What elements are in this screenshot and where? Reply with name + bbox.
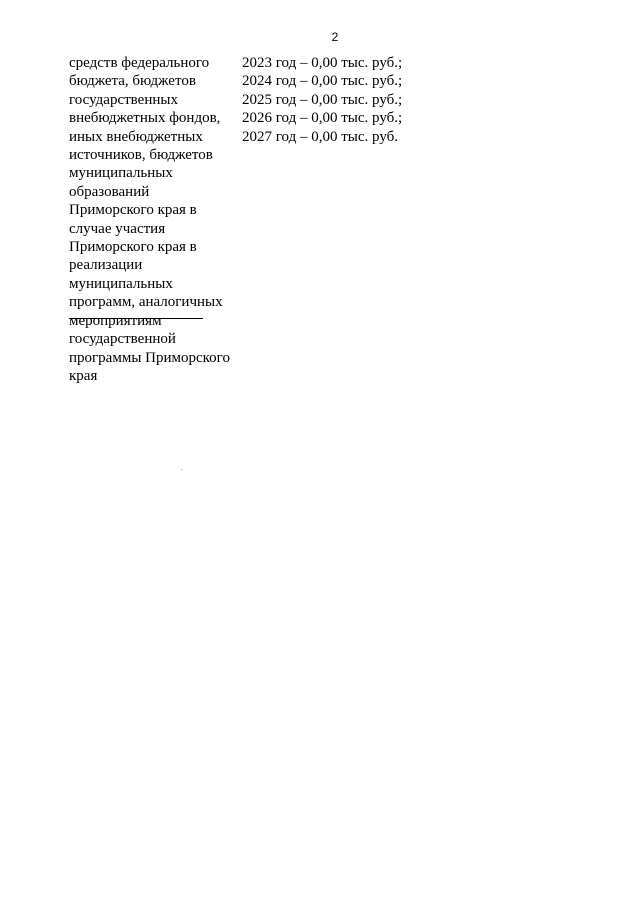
text-line: образований xyxy=(69,183,150,200)
text-line: средств федерального xyxy=(69,55,210,71)
text-line: края xyxy=(69,367,98,384)
text-line: случае участия xyxy=(69,220,166,237)
text-line: иных внебюджетных xyxy=(69,128,203,145)
amount-line: 2027 год – 0,00 тыс. руб. xyxy=(242,128,399,145)
text-line: мероприятиям xyxy=(69,312,162,329)
table-row-divider xyxy=(69,318,203,319)
amount-line: 2026 год – 0,00 тыс. руб.; xyxy=(242,110,403,127)
text-line: внебюджетных фондов, xyxy=(69,110,221,127)
amount-line: 2025 год – 0,00 тыс. руб.; xyxy=(242,91,403,108)
text-line: Приморского края в xyxy=(69,202,197,219)
text-line: Приморского края в xyxy=(69,239,197,256)
text-line: государственных xyxy=(69,91,178,108)
text-line: источников, бюджетов xyxy=(69,147,213,164)
amount-line: 2024 год – 0,00 тыс. руб.; xyxy=(242,73,403,90)
amount-line: 2023 год – 0,00 тыс. руб.; xyxy=(242,55,403,71)
text-line: муниципальных xyxy=(69,275,173,292)
funding-sources-text xyxy=(69,54,244,385)
text-line: программ, аналогичных xyxy=(69,294,223,311)
scan-speck xyxy=(181,469,182,470)
page-number: 2 xyxy=(331,30,339,44)
text-line: муниципальных xyxy=(69,165,173,182)
text-line: реализации xyxy=(69,257,143,274)
text-line: бюджета, бюджетов xyxy=(69,73,196,90)
text-line: государственной xyxy=(69,331,176,348)
funding-amounts xyxy=(242,54,462,146)
text-line: программы Приморского xyxy=(69,349,230,366)
